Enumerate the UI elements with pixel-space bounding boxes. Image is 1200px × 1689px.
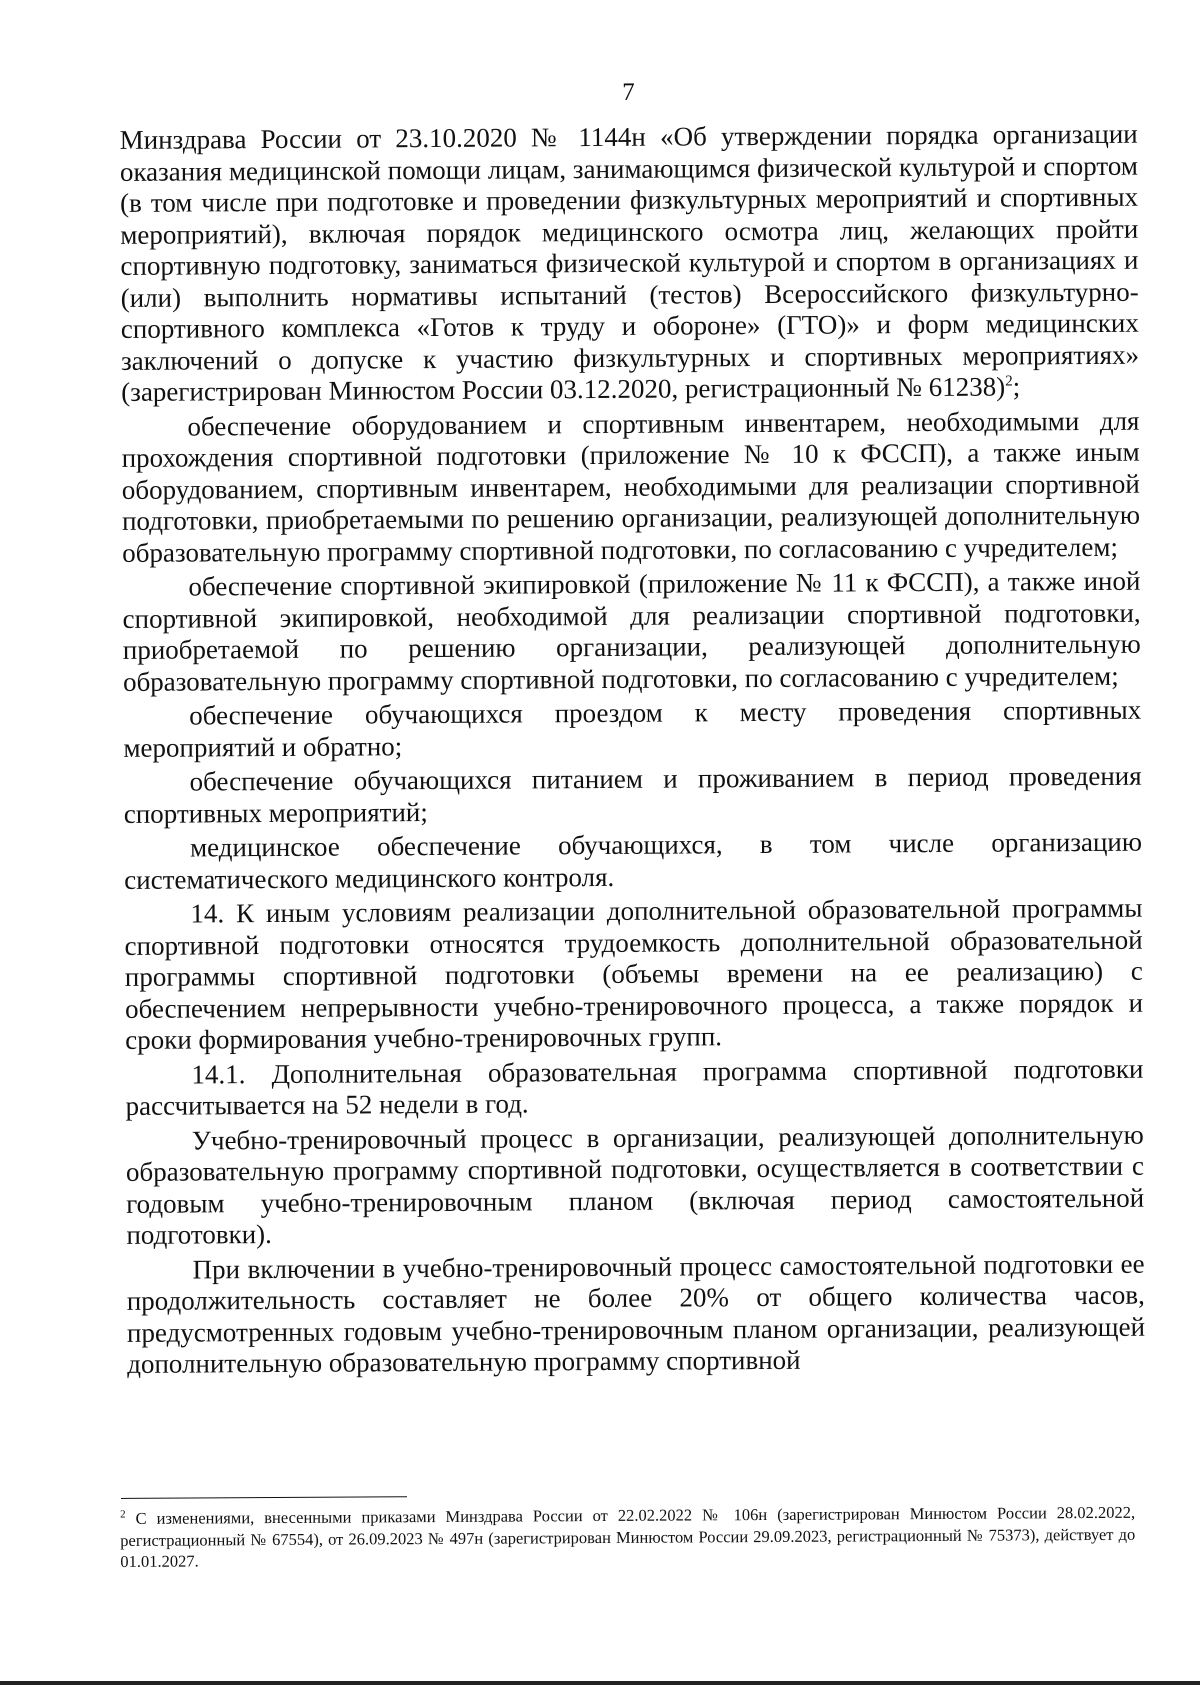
footnote-mark: 2 [120,1508,126,1521]
paragraph-meals-lodging: обеспечение обучающихся питанием и проживанием в период проведения спортивных мероприятий; [123,760,1142,829]
paragraph-section-14: 14. К иным условиям реализации дополнительной образовательной программы спортивной подготовки относятся трудоемкость дополнительной образовательной программы спортивной подготовки (объемы времени на ее реализацию) с обеспечением непрерывности учебно-тренировочного процесса, а также порядок и сроки формирования учебно-тренировочных групп. [124,892,1144,1055]
paragraph-medical: медицинское обеспечение обучающихся, в том числе организацию систематического медицинского контроля. [124,826,1143,895]
paragraph-1 [120,119,1140,409]
paragraph-self-training: При включении в учебно-тренировочный процесс самостоятельной подготовки ее продолжительность составляет не более 20% от общего количества часов, предусмотренных годовым учебно-тренировочным планом организации, реализующей дополнительную образовательную программу спортивной [126,1248,1146,1379]
paragraph-training-process: Учебно-тренировочный процесс в организации, реализующей дополнительную образовательную программу спортивной подготовки, осуществляется в соответствии с годовым учебно-тренировочным планом (включая период самостоятельной подготовки). [125,1119,1145,1250]
paragraph-tail: ; [1012,371,1021,402]
paragraph-equipment: обеспечение оборудованием и спортивным инвентарем, необходимыми для прохождения спортивной подготовки (приложение № 10 к ФССП), а также иным оборудованием, спортивным инвентарем, необходимыми для реализации спортивной подготовки, приобретаемыми по решению организации, реализующей дополнительную образовательную программу спортивной подготовки, по согласованию с учредителем; [121,405,1141,568]
document-body [120,119,1146,1381]
paragraph-section-14-1: 14.1. Дополнительная образовательная программа спортивной подготовки рассчитывается на 52 недели в год. [125,1053,1144,1121]
scan-edge [0,1681,1200,1685]
footnote [120,1502,1135,1573]
paragraph-text: Минздрава России от 23.10.2020 № 1144н «Об утверждении порядка организации оказания медицинской помощи лицам, занимающимся физической культурой и спортом (в том числе при подготовке и проведении физкультурных мероприятий и спортивных мероприятий), включая порядок медицинского осмотра лиц, желающих пройти спортивную подготовку, заниматься физической культурой и спортом в организациях и (или) выполнить нормативы испытаний (тестов) Всероссийского физкультурно-спортивного комплекса «Готов к труду и обороне» (ГТО)» и форм медицинских заключений о допуске к участию физкультурных и спортивных мероприятиях» (зарегистрирован Минюстом России 03.12.2020, регистрационный № 61238) [119,118,1140,407]
page-number: 7 [622,78,635,106]
footnote-divider [121,1496,407,1499]
footnote-reference: 2 [1005,373,1013,390]
footnote-text: С изменениями, внесенными приказами Минздрава России от 22.02.2022 № 106н (зарегистрирован Минюстом России 28.02.2022, регистрационный № 67554), от 26.09.2023 № 497н (зарегистрирован Минюстом России 29.09.2023, регистрационный № 75373), действует до 01.01.2027. [120,1502,1136,1571]
paragraph-travel: обеспечение обучающихся проездом к месту проведения спортивных мероприятий и обратно; [123,694,1142,763]
paragraph-sports-gear: обеспечение спортивной экипировкой (приложение № 11 к ФССП), а также иной спортивной экипировкой, необходимой для реализации спортивной подготовки, приобретаемой по решению организации, реализующей дополнительную образовательную программу спортивной подготовки, по согласованию с учредителем; [122,565,1141,697]
